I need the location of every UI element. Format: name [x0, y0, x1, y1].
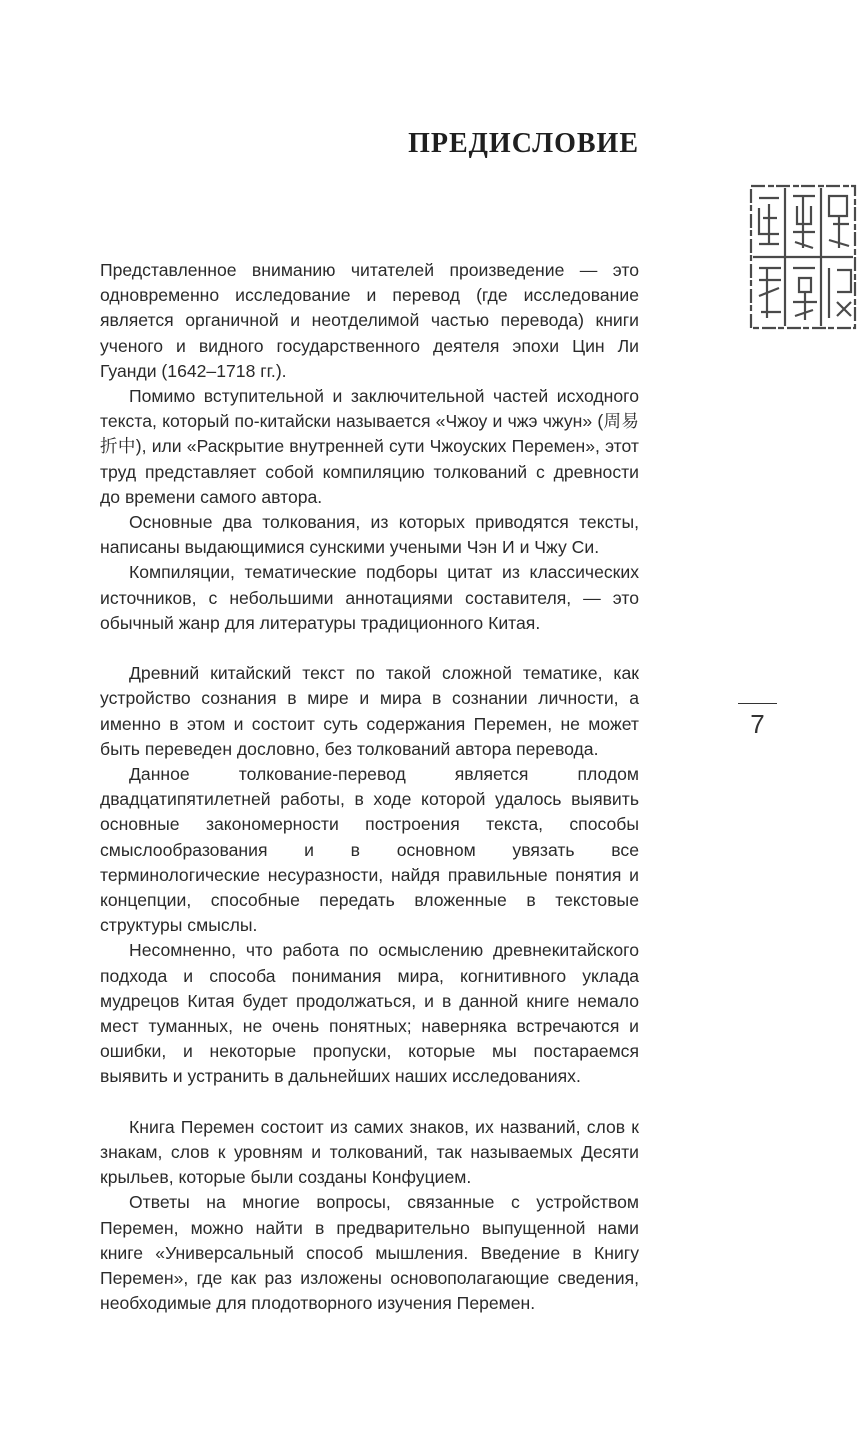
paragraph: Основные два толкования, из которых приводятся тексты, написаны выдающимися сунскими учеными Чэн И и Чжу Си. — [100, 512, 639, 558]
body-text — [100, 258, 639, 1317]
paragraph: Компиляции, тематические подборы цитат из классических источников, с небольшими аннотациями составителя, — это обычный жанр для литературы традиционного Китая. — [100, 562, 639, 633]
section-gap — [100, 1090, 639, 1115]
paragraph: Несомненно, что работа по осмыслению древнекитайского подхода и способа понимания мира, когнитивного уклада мудрецов Китая будет продолжаться, и в данной книге немало мест туманных, не очень понятных; наверняка встречаются и ошибки, и некоторые пропуски, которые мы постараемся выявить и устранить в дальнейших наших исследованиях. — [100, 940, 639, 1087]
page-number-rule — [738, 703, 777, 704]
paragraph: Данное толкование-перевод является плодом двадцатипятилетней работы, в ходе которой удалось выявить основные закономерности построения текста, способы смыслообразования и в основном увязать все терминологические несуразности, найдя правильные понятия и концепции, способные передать вложенные в текстовые структуры смыслы. — [100, 764, 639, 936]
page-number: 7 — [750, 709, 765, 739]
page-title: ПРЕДИСЛОВИЕ — [408, 128, 639, 159]
paragraph: Книга Перемен состоит из самих знаков, их названий, слов к знакам, слов к уровням и толкований, так называемых Десяти крыльев, которые были созданы Конфуцием. — [100, 1116, 639, 1188]
paragraph: Древний китайский текст по такой сложной тематике, как устройство сознания в мире и мира в сознании личности, а именно в этом и состоит суть содержания Перемен, не может быть переведен дословно, без толкований автора перевода. — [100, 663, 639, 759]
paragraph: Ответы на многие вопросы, связанные с устройством Перемен, можно найти в предварительно выпущенной нами книге «Универсальный способ мышления. Введение в Книгу Перемен», где как раз изложены основополагающие сведения, необходимые для плодотворного изучения Перемен. — [100, 1192, 639, 1314]
section-gap — [100, 636, 639, 661]
seal-stamp-image — [749, 184, 857, 330]
paragraph: Представленное вниманию читателей произведение — это одновременно исследование и перевод (где исследование является органичной и неотделимой частью перевода) книги ученого и видного государственного деятеля эпохи Цин Ли Гуанди (1642–1718 гг.). — [100, 260, 639, 381]
paragraph: Помимо вступительной и заключительной частей исходного текста, который по-китайски называется «Чжоу и чжэ чжун» (周易折中), или «Раскрытие внутренней сути Чжоуских Перемен», этот труд представляет собой компиляцию толкований с древности до времени самого автора. — [100, 386, 639, 507]
